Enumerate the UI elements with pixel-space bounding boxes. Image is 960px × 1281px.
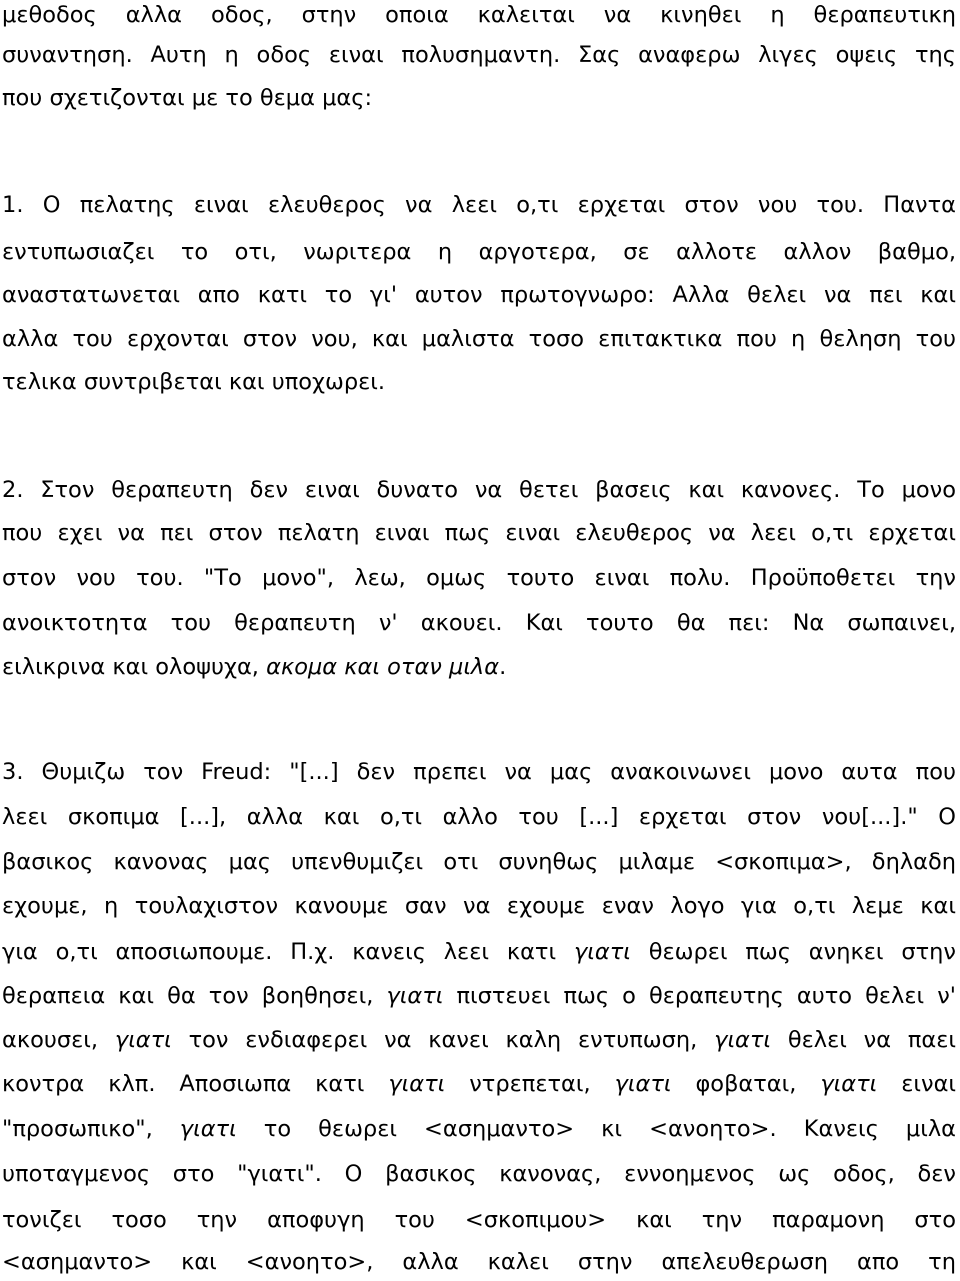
text-segment: εντυπωσιαζει το οτι, νωριτερα η αργοτερα, σε αλλοτε αλλον βαθμο, — [2, 239, 956, 265]
text-line — [2, 40, 956, 70]
text-line — [2, 981, 956, 1011]
text-segment: 2. Στον θεραπευτη δεν ειναι δυνατο να θετει βασεις και κανονες. Το μονο — [2, 477, 956, 503]
text-line — [2, 518, 956, 548]
text-segment: "προσωπικο", — [2, 1116, 180, 1142]
text-segment: βασικος κανονας μας υπενθυμιζει οτι συνηθως μιλαμε <σκοπιμα>, δηλαδη — [2, 849, 956, 875]
text-segment: θεραπεια και θα τον βοηθησει, — [2, 983, 387, 1009]
text-segment: μεθοδος αλλα οδος, στην οποια καλειται να κινηθει η θεραπευτικη — [2, 2, 956, 28]
text-segment: ανοικτοτητα του θεραπευτη ν' ακουει. Και τουτο θα πει: Να σωπαινει, — [2, 610, 956, 636]
text-segment: πιστευει πως ο θεραπευτης αυτο θελει ν' — [443, 983, 956, 1009]
italic-text: γιατι — [114, 1027, 172, 1053]
text-segment: που σχετιζονται με το θεμα μας: — [2, 85, 373, 111]
text-segment: αλλα του ερχονται στον νου, και μαλιστα τοσο επιτακτικα που η θεληση του — [2, 326, 956, 352]
text-segment: ακουσει, — [2, 1027, 115, 1053]
text-line — [2, 83, 956, 113]
text-line — [2, 608, 956, 638]
text-line — [2, 757, 956, 787]
text-line — [2, 1069, 956, 1099]
text-line — [2, 324, 956, 354]
italic-text: γιατι — [820, 1071, 878, 1097]
text-line — [2, 0, 956, 30]
text-segment: εχουμε, η τουλαχιστον κανουμε σαν να εχουμε εναν λογο για ο,τι λεμε και — [2, 893, 956, 919]
italic-text: γιατι — [386, 983, 444, 1009]
text-line — [2, 190, 956, 220]
text-segment: 1. Ο πελατης ειναι ελευθερος να λεει ο,τι ερχεται στον νου του. Παντα — [2, 192, 956, 218]
text-segment: αναστατωνεται απο κατι το γι' αυτον πρωτογνωρο: Αλλα θελει να πει και — [2, 282, 956, 308]
italic-text: γιατι — [573, 939, 631, 965]
text-line — [2, 280, 956, 310]
text-segment: θελει να παει — [771, 1027, 957, 1053]
text-line — [2, 475, 956, 505]
text-segment: <ασημαντο> και <ανοητο>, αλλα καλει στην απελευθερωση απο τη — [2, 1249, 956, 1275]
italic-text: γιατι — [388, 1071, 446, 1097]
text-segment: για ο,τι αποσιωπουμε. Π.χ. κανεις λεει κατι — [2, 939, 574, 965]
text-line — [2, 937, 956, 967]
text-segment: που εχει να πει στον πελατη ειναι πως ειναι ελευθερος να λεει ο,τι ερχεται — [2, 520, 956, 546]
text-line — [2, 563, 956, 593]
text-line — [2, 1025, 956, 1055]
text-line — [2, 1159, 956, 1189]
text-line — [2, 237, 956, 267]
text-segment: θεωρει πως ανηκει στην — [630, 939, 956, 965]
italic-text: ακομα και οταν μιλα — [266, 654, 500, 680]
text-line — [2, 891, 956, 921]
text-segment: τελικα συντριβεται και υποχωρει. — [2, 369, 386, 395]
text-segment: τον ενδιαφερει να κανει καλη εντυπωση, — [171, 1027, 715, 1053]
text-line — [2, 1205, 956, 1235]
italic-text: γιατι — [714, 1027, 772, 1053]
text-segment: λεει σκοπιμα [...], αλλα και ο,τι αλλο του [...] ερχεται στον νου[...]." Ο — [2, 804, 956, 830]
text-segment: στον νου του. "Το μονο", λεω, ομως τουτο ειναι πολυ. Προϋποθετει την — [2, 565, 956, 591]
text-line — [2, 1114, 956, 1144]
text-segment: συναντηση. Αυτη η οδος ειναι πολυσημαντη. Σας αναφερω λιγες οψεις της — [2, 42, 956, 68]
text-segment: υποταγμενος στο "γιατι". Ο βασικος κανονας, εννοημενος ως οδος, δεν — [2, 1161, 956, 1187]
text-segment: ειναι — [877, 1071, 957, 1097]
text-line — [2, 802, 956, 832]
text-segment: φοβαται, — [671, 1071, 821, 1097]
text-line — [2, 847, 956, 877]
text-line — [2, 367, 956, 397]
text-segment: κοντρα κλπ. Αποσιωπα κατι — [2, 1071, 389, 1097]
text-line — [2, 652, 956, 682]
text-segment: τονιζει τοσο την αποφυγη του <σκοπιμου> και την παραμονη στο — [2, 1207, 956, 1233]
text-segment: ειλικρινα και ολοψυχα, — [2, 654, 267, 680]
text-segment: . — [499, 654, 507, 680]
text-segment: ντρεπεται, — [445, 1071, 615, 1097]
text-segment: 3. Θυμιζω τον Freud: "[...] δεν πρεπει να μας ανακοινωνει μονο αυτα που — [2, 759, 956, 785]
text-line — [2, 1247, 956, 1277]
italic-text: γιατι — [614, 1071, 672, 1097]
text-segment: το θεωρει <ασημαντο> κι <ανοητο>. Κανεις μιλα — [236, 1116, 957, 1142]
italic-text: γιατι — [179, 1116, 237, 1142]
